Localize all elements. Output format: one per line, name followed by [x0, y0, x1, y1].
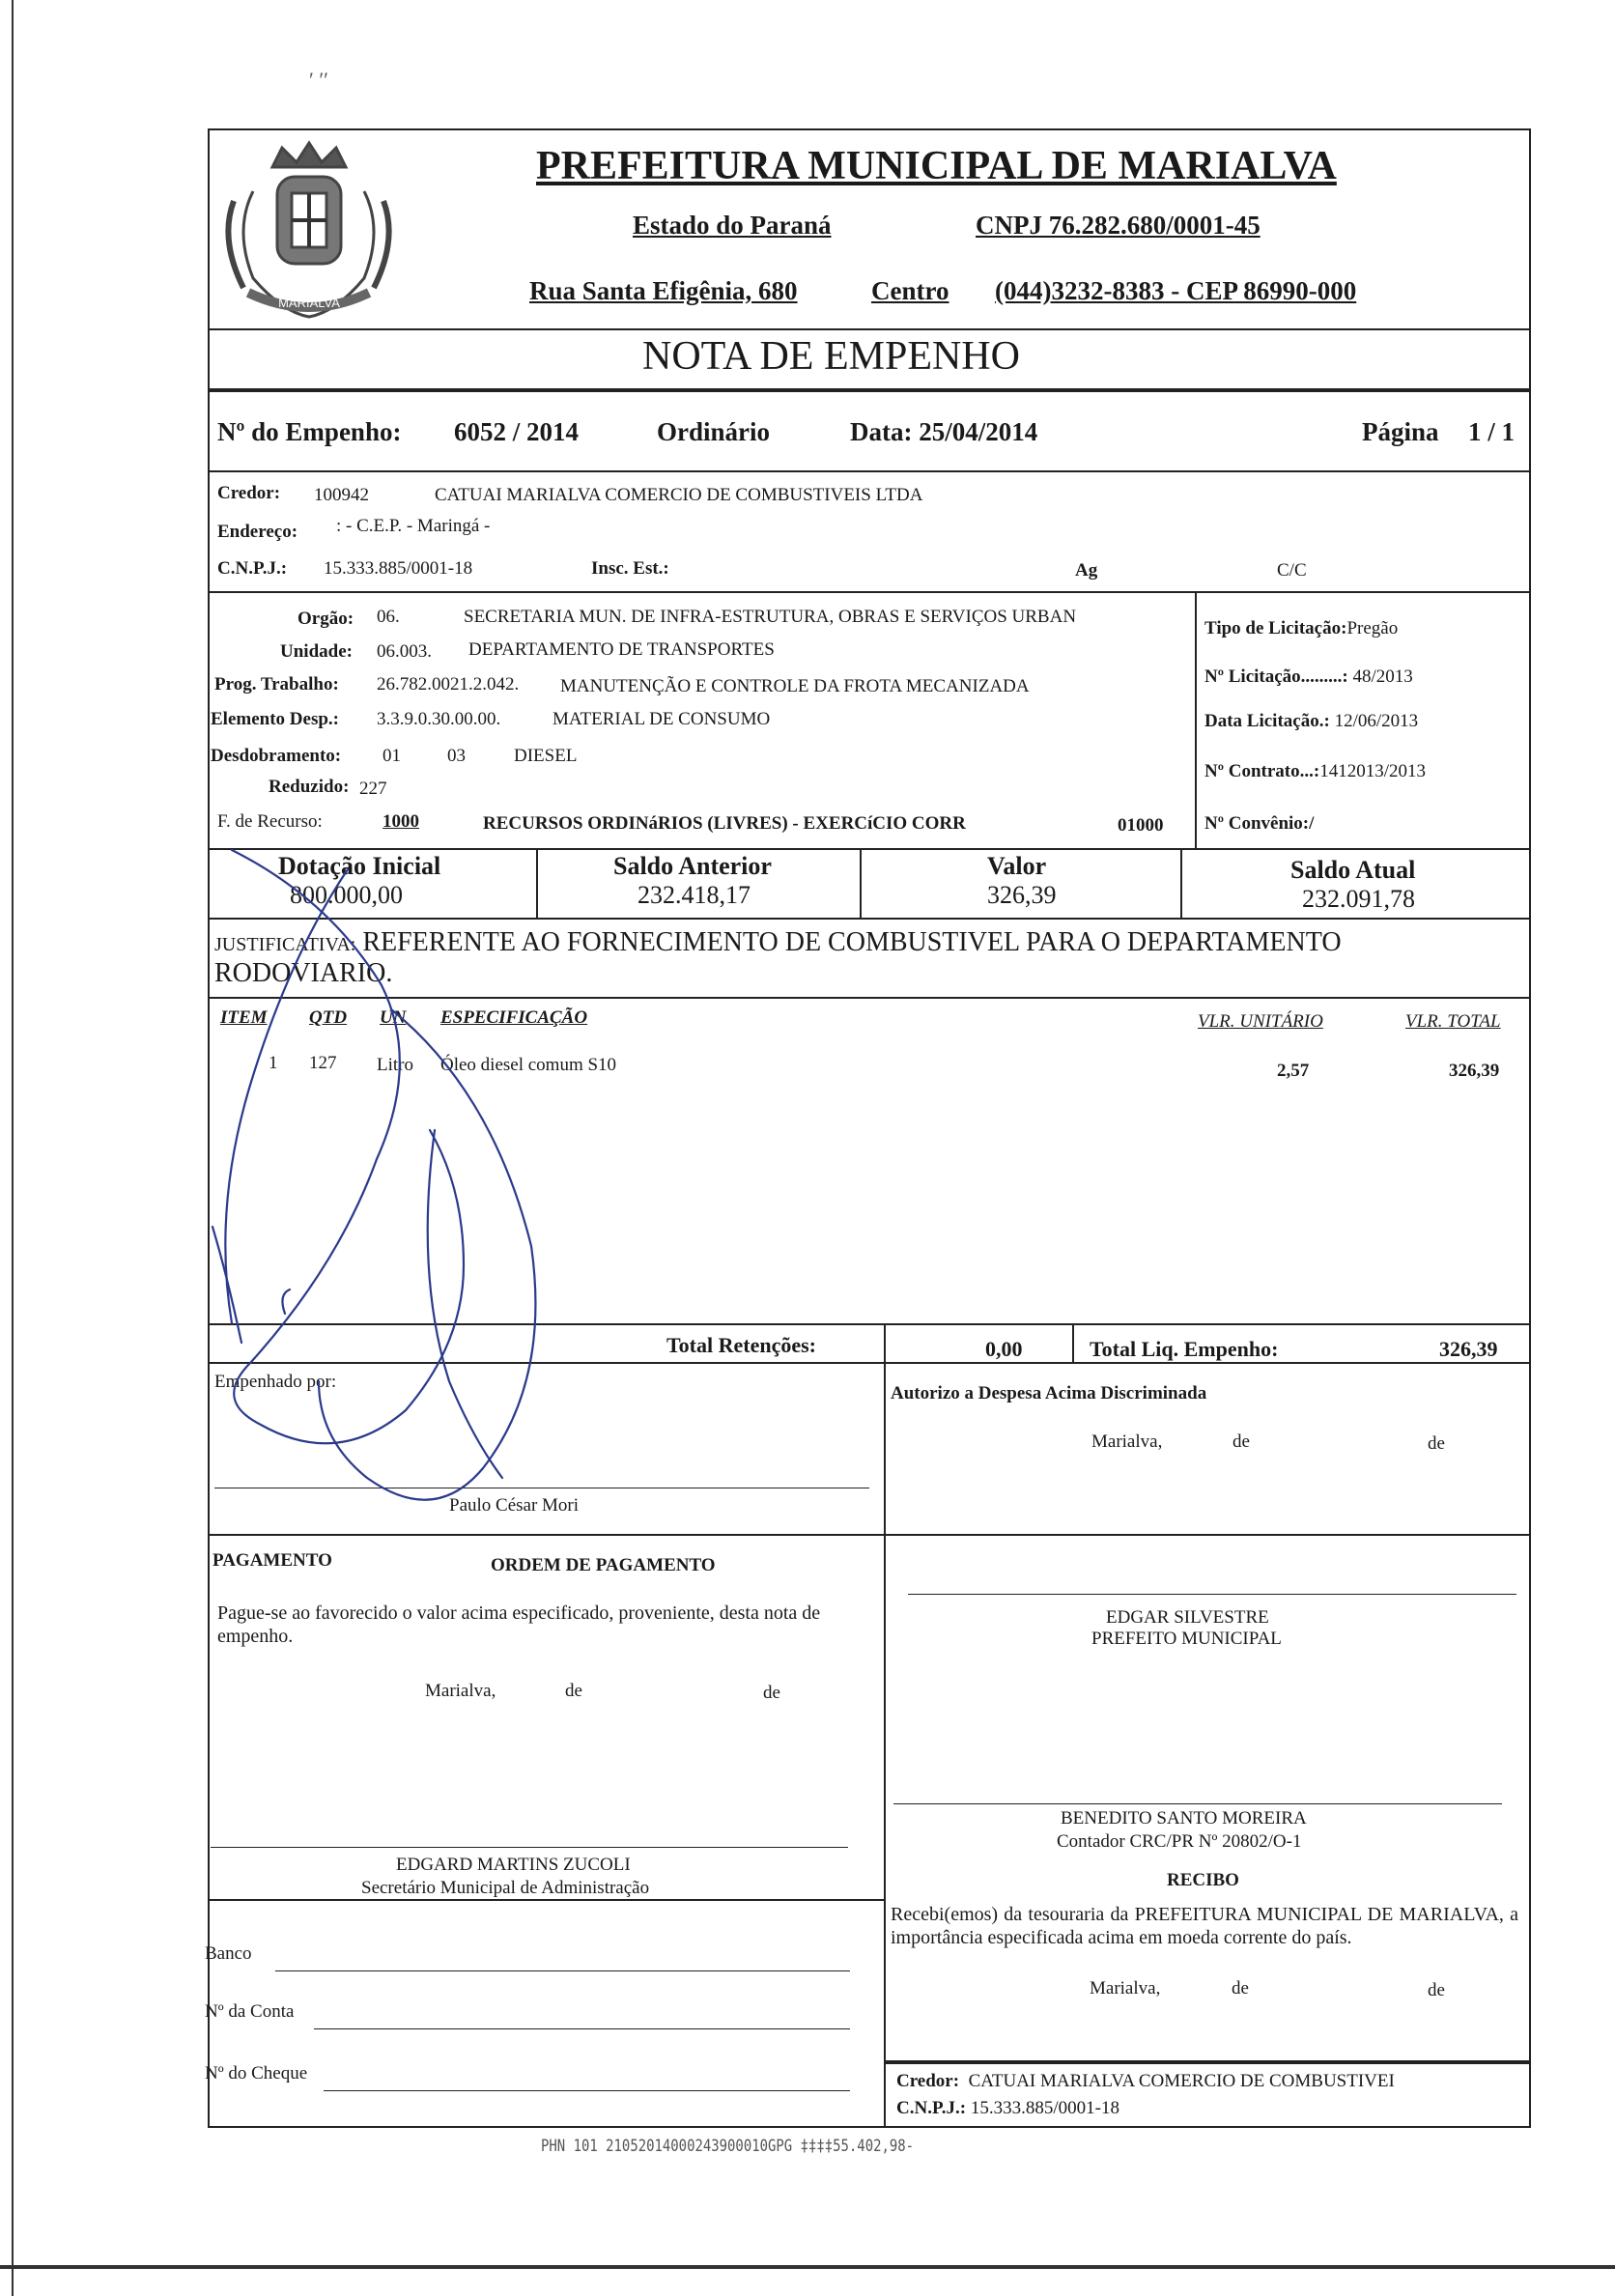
banco-input-line[interactable] — [275, 1970, 850, 1971]
recibo-credor-cnpj — [896, 2098, 1119, 2119]
autorizo-place: Marialva, — [1091, 1431, 1163, 1452]
item-vlr-total: 326,39 — [1449, 1061, 1500, 1081]
item-number: 1 — [269, 1053, 278, 1073]
empenho-label: Nº do Empenho: — [217, 417, 402, 446]
top-scribble: ′ ′′ — [309, 68, 328, 92]
recibo-credor-label: Credor: — [896, 2071, 960, 2091]
credor-label: Credor: — [217, 483, 281, 503]
address-phone-cep: (044)3232-8383 - CEP 86990-000 — [995, 276, 1357, 305]
numero-licitacao — [1204, 666, 1413, 688]
unidade-label: Unidade: — [280, 641, 353, 662]
divider — [208, 470, 1531, 472]
col-vlr-total-header: VLR. TOTAL — [1405, 1011, 1501, 1032]
tipo-licitacao-label-text: Tipo de Licitação: — [1204, 618, 1347, 638]
col-espec-header: ESPECIFICAÇÃO — [440, 1007, 588, 1028]
elemento-name: MATERIAL DE CONSUMO — [552, 709, 771, 729]
justificativa-line1 — [214, 927, 1342, 958]
page-number: 1 / 1 — [1468, 417, 1516, 446]
fonte-recurso-code: 1000 — [382, 811, 419, 832]
insc-est-label: Insc. Est.: — [591, 558, 669, 579]
contador-signature-line — [893, 1803, 1502, 1804]
cc-label: C/C — [1277, 560, 1307, 581]
saldo-atual-value: 232.091,78 — [1302, 885, 1415, 913]
convenio-label: Nº Convênio:/ — [1204, 813, 1315, 834]
pagamento-de1: de — [565, 1681, 582, 1701]
recibo-label: RECIBO — [1167, 1870, 1239, 1890]
saldo-anterior-label: Saldo Anterior — [613, 852, 772, 880]
contrato-value: 1412013/2013 — [1319, 761, 1426, 781]
data-licitacao-value: 12/06/2013 — [1334, 711, 1419, 731]
pagamento-place: Marialva, — [425, 1681, 496, 1701]
divider — [208, 1534, 1531, 1536]
elemento-code: 3.3.9.0.30.00.00. — [377, 709, 501, 729]
saldo-atual-label: Saldo Atual — [1290, 856, 1416, 884]
prefeito-title: PREFEITO MUNICIPAL — [1091, 1629, 1282, 1649]
reduzido-label: Reduzido: — [269, 777, 350, 797]
contrato — [1204, 761, 1426, 782]
recibo-credor-cnpj-value: 15.333.885/0001-18 — [970, 2098, 1119, 2118]
elemento-label: Elemento Desp.: — [211, 709, 339, 729]
total-retencoes-label: Total Retenções: — [666, 1333, 816, 1357]
prog-code: 26.782.0021.2.042. — [377, 674, 520, 694]
prefeito-signature-line — [908, 1594, 1516, 1595]
desdobramento-b: 03 — [447, 746, 466, 766]
dotacao-inicial-label: Dotação Inicial — [278, 852, 441, 880]
contador-name: BENEDITO SANTO MOREIRA — [1061, 1808, 1307, 1828]
conta-label: Nº da Conta — [205, 2001, 295, 2022]
banco-label: Banco — [205, 1943, 252, 1964]
justificativa-line2: RODOVIARIO. — [214, 958, 393, 988]
empenhado-name: Paulo César Mori — [449, 1495, 580, 1516]
total-liquido-value: 326,39 — [1439, 1337, 1498, 1361]
valor-value: 326,39 — [987, 881, 1057, 909]
secretario-signature-line — [211, 1847, 848, 1848]
prefeito-name: EDGAR SILVESTRE — [1106, 1607, 1269, 1628]
col-vlr-unit-header: VLR. UNITÁRIO — [1198, 1011, 1323, 1032]
fonte-recurso-code2: 01000 — [1118, 815, 1164, 836]
recibo-de1: de — [1232, 1978, 1249, 1998]
pagamento-de2: de — [763, 1683, 780, 1703]
data-licitacao — [1204, 711, 1418, 732]
fonte-recurso-name: RECURSOS ORDINáRIOS (LIVRES) - EXERCíCIO CORR — [483, 813, 966, 834]
item-vlr-unit: 2,57 — [1277, 1061, 1310, 1081]
credor-name: CATUAI MARIALVA COMERCIO DE COMBUSTIVEIS LTDA — [435, 485, 923, 505]
dotacao-inicial-value: 800.000,00 — [290, 881, 403, 909]
credor-cnpj: 15.333.885/0001-18 — [324, 558, 473, 579]
contador-title: Contador CRC/PR Nº 20802/O-1 — [1057, 1831, 1302, 1852]
recibo-credor-cnpj-label: C.N.P.J.: — [896, 2098, 967, 2118]
justificativa-text-1: REFERENTE AO FORNECIMENTO DE COMBUSTIVEL PARA O DEPARTAMENTO — [362, 927, 1342, 957]
divider — [208, 848, 1531, 850]
unidade-name: DEPARTAMENTO DE TRANSPORTES — [468, 639, 775, 660]
conta-input-line[interactable] — [314, 2028, 850, 2029]
bank-processing-code: PHN 101 21052014000243900010GPG ‡‡‡‡55.402,98- — [541, 2137, 915, 2156]
city-cnpj: CNPJ 76.282.680/0001-45 — [976, 211, 1261, 240]
secretario-title: Secretário Municipal de Administração — [361, 1878, 650, 1898]
divider — [208, 591, 1531, 593]
municipality-title: PREFEITURA MUNICIPAL DE MARIALVA — [536, 144, 1337, 188]
desdobramento-label: Desdobramento: — [211, 746, 342, 766]
recibo-text: Recebi(emos) da tesouraria da PREFEITURA MUNICIPAL DE MARIALVA, a importância especificada acima em moeda corrente do país. — [891, 1904, 1518, 1948]
empenho-type: Ordinário — [657, 417, 771, 446]
autorizo-de2: de — [1428, 1433, 1445, 1454]
credor-address: : - C.E.P. - Maringá - — [336, 516, 491, 536]
divider — [860, 848, 862, 918]
divider — [884, 1323, 886, 1362]
fonte-recurso-label: F. de Recurso: — [217, 811, 323, 832]
desdobramento-a: 01 — [382, 746, 401, 766]
orgao-label: Orgão: — [298, 609, 354, 629]
item-espec: Óleo diesel comum S10 — [440, 1055, 617, 1075]
secretario-name: EDGARD MARTINS ZUCOLI — [396, 1855, 631, 1875]
divider — [208, 1362, 1531, 1364]
divider — [208, 388, 1531, 392]
unidade-code: 06.003. — [377, 641, 432, 662]
numero-licitacao-value: 48/2013 — [1352, 666, 1413, 687]
ordem-pagamento-label: ORDEM DE PAGAMENTO — [491, 1555, 716, 1575]
divider — [208, 1899, 884, 1901]
divider — [884, 1362, 886, 1534]
divider — [208, 1323, 1531, 1325]
divider — [884, 2060, 1531, 2064]
pagamento-text: Pague-se ao favorecido o valor acima especificado, proveniente, desta nota de empenho. — [217, 1602, 821, 1647]
divider — [208, 918, 1531, 920]
data-licitacao-label: Data Licitação.: — [1204, 711, 1330, 731]
col-item-header: ITEM — [220, 1007, 268, 1028]
divider — [1195, 591, 1197, 850]
divider — [536, 848, 538, 918]
address-street: Rua Santa Efigênia, 680 — [529, 276, 798, 305]
address-label: Endereço: — [217, 522, 298, 542]
seal-text: MARIALVA — [278, 296, 340, 310]
pagamento-label: PAGAMENTO — [212, 1550, 332, 1571]
divider — [208, 997, 1531, 999]
recibo-place: Marialva, — [1090, 1978, 1161, 1998]
cheque-label: Nº do Cheque — [205, 2063, 308, 2083]
municipal-seal-icon — [214, 133, 403, 326]
address-district: Centro — [871, 276, 949, 305]
credor-code: 100942 — [314, 485, 369, 505]
scan-left-edge — [12, 0, 14, 2296]
autorizo-de1: de — [1232, 1431, 1250, 1452]
col-qtd-header: QTD — [309, 1007, 348, 1028]
orgao-code: 06. — [377, 607, 400, 627]
empenhado-label: Empenhado por: — [214, 1372, 337, 1392]
document-title: NOTA DE EMPENHO — [642, 334, 1020, 379]
total-liquido-label: Total Liq. Empenho: — [1090, 1337, 1279, 1361]
tipo-licitacao-label — [1204, 618, 1398, 639]
recibo-credor-name: CATUAI MARIALVA COMERCIO DE COMBUSTIVEI — [968, 2071, 1395, 2091]
divider — [884, 1534, 886, 2128]
divider — [1072, 1323, 1074, 1362]
cnpj-label: C.N.P.J.: — [217, 558, 288, 579]
recibo-de2: de — [1428, 1980, 1445, 2000]
empenho-number: 6052 / 2014 — [454, 417, 580, 446]
desdobramento-name: DIESEL — [514, 746, 578, 766]
col-un-header: UN — [380, 1007, 407, 1028]
contrato-label: Nº Contrato...: — [1204, 761, 1320, 781]
divider — [1180, 848, 1182, 918]
recibo-credor — [896, 2071, 1395, 2092]
justificativa-label: JUSTIFICATIVA: — [214, 934, 356, 955]
item-qtd: 127 — [309, 1053, 337, 1073]
scan-bottom-edge — [0, 2265, 1615, 2269]
reduzido-value: 227 — [359, 779, 387, 799]
item-un: Litro — [377, 1055, 413, 1075]
saldo-anterior-value: 232.418,17 — [638, 881, 751, 909]
cheque-input-line[interactable] — [324, 2090, 850, 2091]
total-retencoes-value: 0,00 — [985, 1337, 1023, 1361]
orgao-name: SECRETARIA MUN. DE INFRA-ESTRUTURA, OBRAS E SERVIÇOS URBAN — [464, 607, 1077, 627]
prog-name: MANUTENÇÃO E CONTROLE DA FROTA MECANIZADA — [560, 676, 1030, 696]
valor-label: Valor — [987, 852, 1047, 880]
page-label: Página — [1362, 417, 1439, 446]
prog-label: Prog. Trabalho: — [214, 674, 339, 694]
ag-label: Ag — [1075, 560, 1098, 581]
empenho-date: Data: 25/04/2014 — [850, 417, 1038, 446]
state-name: Estado do Paraná — [633, 211, 832, 240]
divider — [208, 328, 1531, 330]
numero-licitacao-label: Nº Licitação.........: — [1204, 666, 1348, 687]
tipo-licitacao-value: Pregão — [1346, 618, 1399, 638]
autorizo-label: Autorizo a Despesa Acima Discriminada — [891, 1383, 1207, 1403]
